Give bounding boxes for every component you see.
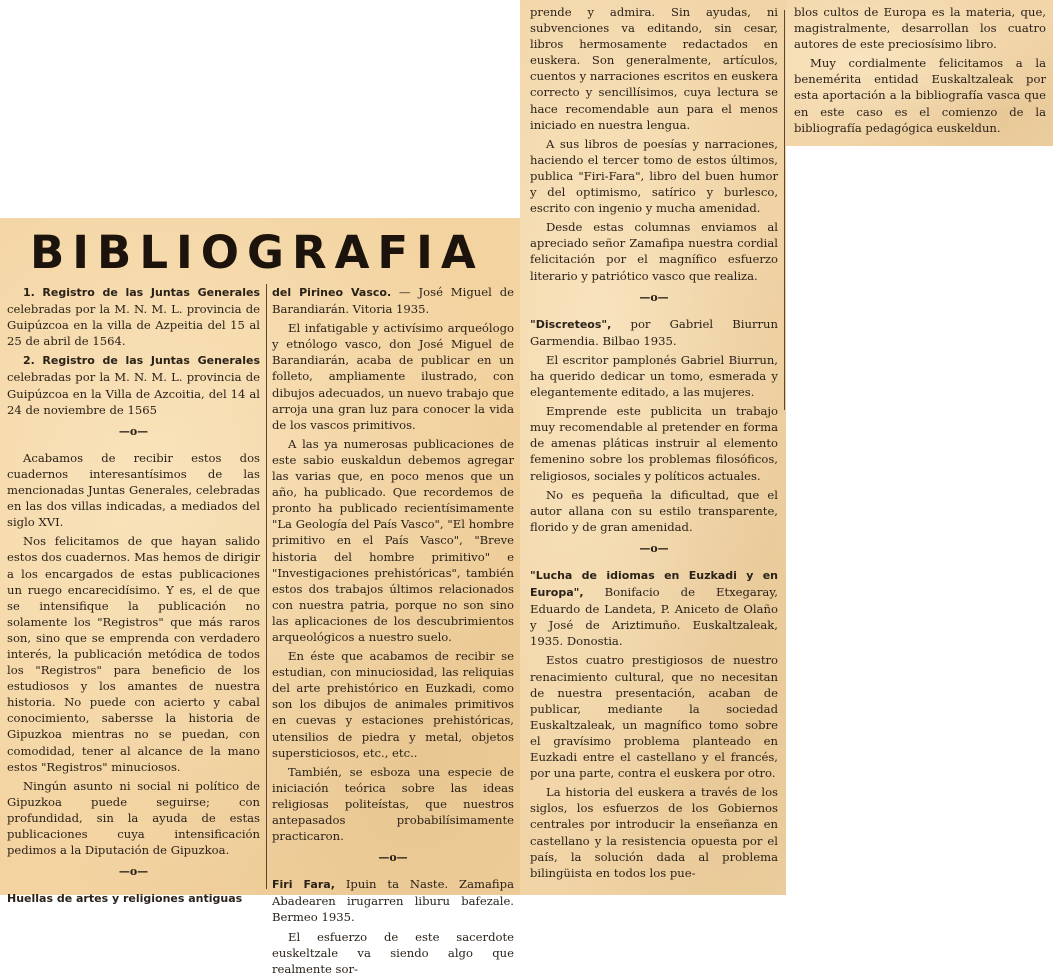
paragraph: El esfuerzo de este sacerdote euskeltzale va siendo algo que realmente sor-: [272, 929, 514, 976]
clipping-right: [786, 0, 1053, 146]
item-2: 2. Registro de las Juntas Generales celebradas por la M. N. M. L. provincia de Guipúzcoa en la Villa de Azcoitia, del 14 al 24 de noviembre de 1565: [7, 354, 261, 417]
separator: —o—: [639, 541, 669, 555]
section-heading: "Lucha de idiomas en Euzkadi y en Europa", Bonifacio de Etxegaray, Eduardo de Landeta, P. Aniceto de Olaño y José de Ariztimuño. Euskaltzaleak, 1935. Donostia.: [530, 569, 778, 649]
section-heading: "Discreteos", por Gabriel Biurrun Garmendia. Bilbao 1935.: [530, 316, 778, 348]
paragraph: Acabamos de recibir estos dos cuadernos interesantísimos de las mencionadas Juntas Generales, celebradas en las dos villas indicadas, a mediados del siglo XVI.: [7, 450, 260, 530]
section-heading: Firi Fara, Ipuin ta Naste. Zamafipa Abadearen irugarren liburu bafezale. Bermeo 1935.: [272, 877, 514, 925]
paragraph: Desde estas columnas enviamos al apreciado señor Zamafipa nuestra cordial felicitación por el magnífico esfuerzo literario y patriótico vasco que realiza.: [530, 220, 778, 283]
paragraph: prende y admira. Sin ayudas, ni subvenciones va editando, sin cesar, libros hermosamente redactados en euskera. Son generalmente, artículos, cuentos y narraciones escritos en euskera correcto y sencillísimos, cuya lectura se hace recomendable aun para el menos iniciado en nuestra lengua.: [530, 5, 778, 132]
paragraph: El infatigable y activísimo arqueólogo y etnólogo vasco, don José Miguel de Barandiarán, acaba de publicar en un folleto, ampliamente ilustrado, con dibujos adecuados, un nuevo trabajo que arroja una gran luz para conocer la vida de los vascos primitivos.: [272, 321, 514, 432]
paragraph: Muy cordialmente felicitamos a la benemérita entidad Euskaltzaleak por esta aportación a la bibliografía vasca que en este caso es el comienzo de la bibliografía pedagógica euskeldun.: [794, 56, 1046, 135]
paragraph: También, se esboza una especie de iniciación teórica sobre las ideas religiosas politeístas, que nuestros antepasados probabilísimamente practicaron.: [272, 764, 514, 844]
paragraph: En éste que acabamos de recibir se estudian, con minuciosidad, las reliquias del arte prehistórico en Euzkadi, como son los dibujos de animales primitivos en cuevas y estaciones prehistóricas, utensilios de piedra y metal, objetos supersticiosos, etc., etc..: [272, 649, 514, 760]
clipping-main: [0, 218, 520, 976]
column-3: [530, 4, 778, 884]
separator: —o—: [118, 424, 149, 438]
paragraph: A las ya numerosas publicaciones de este sabio euskaldun debemos agregar las varias que, en poco menos que un año, ha publicado. Que recordemos de pronto ha publicado recientísimamente "La Geología del País Vasco", "El hombre primitivo en el País Vasco", "Breve historia del hombre primitivo" e "Investigaciones prehistóricas", también estos dos trabajos últimos relacionados con nuestra patria, porque no son sino las aplicaciones de los descubrimientos arqueológicos a nuestro suelo.: [272, 436, 514, 644]
separator: —o—: [118, 865, 149, 879]
paragraph: No es pequeña la dificultad, que el autor allana con su estilo transparente, florido y de gran amenidad.: [530, 487, 778, 534]
column-2: [272, 284, 514, 980]
paragraph: blos cultos de Europa es la materia, que, magistralmente, desarrollan los cuatro autores de este preciosísimo libro.: [794, 5, 1046, 52]
paragraph: Nos felicitamos de que hayan salido estos dos cuadernos. Mas hemos de dirigir a los encargados de estas publicaciones un ruego encarecidísimo. Y es, el de que se intensifique la publicación no solamente los "Registros" que más raros son, sino que se emprenda con verdadero interés, la publicación metódica de todos los "Registros" para beneficio de los estudiosos y los amantes de nuestra historia. No puede con acierto y cabal conocimiento, sabersse la historia de Gipuzkoa mientras no se puedan, con comodidad, tener al alcance de la mano estos "Registros" minuciosos.: [7, 534, 260, 774]
clipping-middle: [520, 0, 786, 895]
paragraph: El escritor pamplonés Gabriel Biurrun, ha querido dedicar un tomo, esmerada y elegantemente editado, a las mujeres.: [530, 352, 778, 400]
paragraph: La historia del euskera a través de los siglos, los esfuerzos de los Gobiernos centrales por introducir la enseñanza en castellano y la resistencia opuesta por el país, la solución dada al problema bilingüista en todos los pue-: [530, 785, 778, 880]
column-rule: [784, 10, 785, 410]
section-heading: del Pirineo Vasco. — José Miguel de Barandiarán. Vitoria 1935.: [272, 285, 514, 317]
paragraph: Ningún asunto ni social ni político de Gipuzkoa puede seguirse; con profundidad, sin la ayuda de estas publicaciones cuya intensificación pedimos a la Diputación de Gipuzkoa.: [7, 778, 260, 858]
separator: —o—: [639, 290, 669, 304]
page-title: BIBLIOGRAFIA: [30, 226, 484, 279]
section-heading: Huellas de artes y religiones antiguas: [7, 892, 243, 906]
column-4: [794, 4, 1046, 139]
separator: —o—: [378, 851, 408, 865]
column-rule: [266, 284, 267, 889]
paragraph: Estos cuatro prestigiosos de nuestro renacimiento cultural, que no necesitan de nuestra presentación, acaban de publicar, mediante la sociedad Euskaltzaleak, un magnífico tomo sobre el gravísimo problema planteado en Euzkadi entre el castellano y el francés, por una parte, contra el euskera por otro.: [530, 653, 778, 781]
paragraph: A sus libros de poesías y narraciones, haciendo el tercer tomo de estos últimos, publica "Firi-Fara", libro del buen humor y del optimismo, satírico y burlesco, escrito con ingenio y mucha amenidad.: [530, 136, 778, 216]
column-1: [7, 284, 260, 910]
paragraph: Emprende este publicita un trabajo muy recomendable al pretender en forma de amenas pláticas instruir al elemento femenino sobre los problemas filosóficos, religiosos, sociales y políticos actuales.: [530, 404, 778, 483]
item-1: 1. Registro de las Juntas Generales celebradas por la M. N. M. L. provincia de Guipúzcoa en la villa de Azpeitia del 15 al 25 de abril de 1564.: [7, 286, 261, 349]
